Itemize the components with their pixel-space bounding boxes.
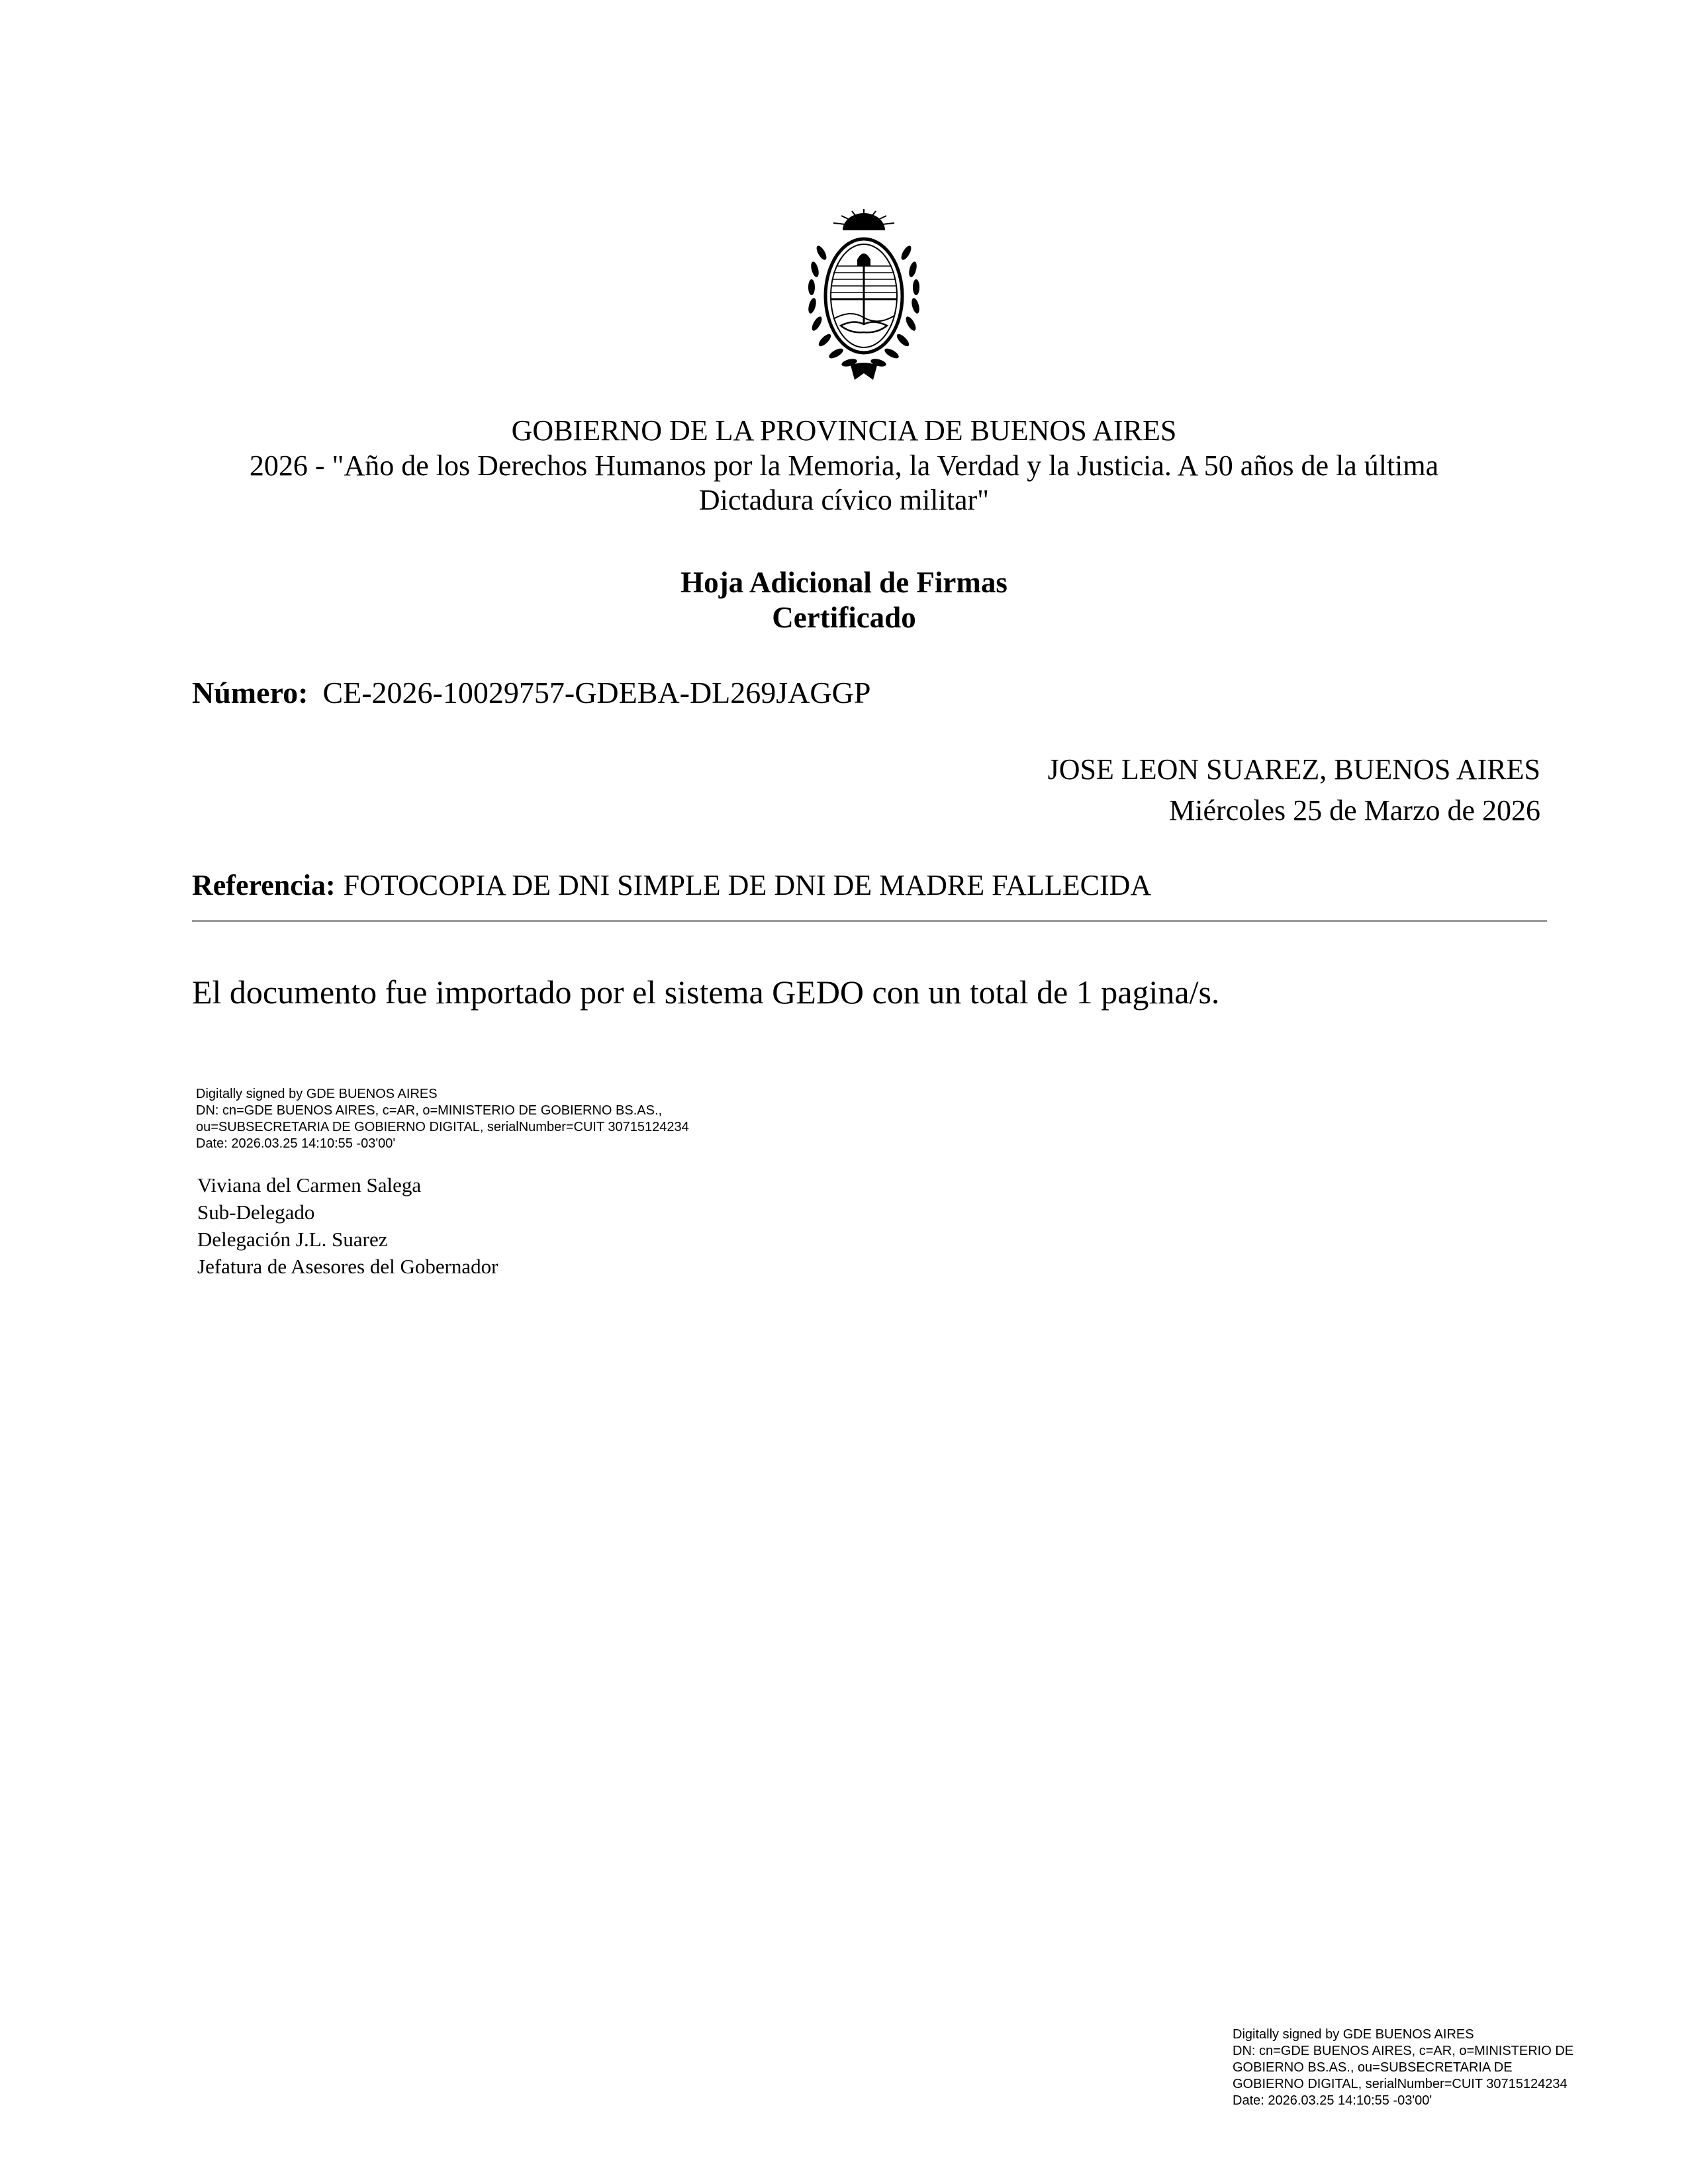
document-place: JOSE LEON SUAREZ, BUENOS AIRES <box>1047 753 1540 786</box>
signer-block <box>197 1171 498 1280</box>
footer-signature-line: DN: cn=GDE BUENOS AIRES, c=AR, o=MINISTERIO DE <box>1233 2044 1574 2058</box>
reference-row <box>192 868 1151 902</box>
signer-department: Jefatura de Asesores del Gobernador <box>197 1255 498 1278</box>
document-title: Hoja Adicional de Firmas <box>680 566 1008 599</box>
document-date: Miércoles 25 de Marzo de 2026 <box>1169 794 1540 827</box>
government-heading: GOBIERNO DE LA PROVINCIA DE BUENOS AIRES <box>511 414 1177 447</box>
import-statement: El documento fue importado por el sistema GEDO con un total de 1 pagina/s. <box>192 974 1220 1011</box>
reference-label: Referencia: <box>192 869 336 901</box>
footer-signature-line: GOBIERNO DIGITAL, serialNumber=CUIT 30715124234 <box>1233 2077 1568 2091</box>
coat-of-arms-icon <box>804 206 923 385</box>
signer-office: Delegación J.L. Suarez <box>197 1228 388 1251</box>
reference-value: FOTOCOPIA DE DNI SIMPLE DE DNI DE MADRE FALLECIDA <box>343 869 1152 901</box>
divider <box>192 920 1547 922</box>
signature-line: Digitally signed by GDE BUENOS AIRES <box>196 1087 438 1101</box>
footer-signature-stamp <box>1233 2026 1573 2109</box>
footer-signature-line: Digitally signed by GDE BUENOS AIRES <box>1233 2027 1474 2042</box>
document-number-value: CE-2026-10029757-GDEBA-DL269JAGGP <box>322 676 871 709</box>
footer-signature-line: GOBIERNO BS.AS., ou=SUBSECRETARIA DE <box>1233 2060 1513 2075</box>
motto-line-2: Dictadura cívico militar" <box>698 484 990 516</box>
footer-signature-line: Date: 2026.03.25 14:10:55 -03'00' <box>1233 2093 1432 2108</box>
document-number-row <box>192 675 870 710</box>
signature-line: DN: cn=GDE BUENOS AIRES, c=AR, o=MINISTERIO DE GOBIERNO BS.AS., <box>196 1103 663 1118</box>
motto-line-1: 2026 - "Año de los Derechos Humanos por la Memoria, la Verdad y la Justicia. A 50 años de la última <box>249 449 1439 482</box>
signer-role: Sub-Delegado <box>197 1201 315 1224</box>
document-number-label: Número: <box>192 676 308 709</box>
signature-line: ou=SUBSECRETARIA DE GOBIERNO DIGITAL, serialNumber=CUIT 30715124234 <box>196 1120 689 1134</box>
signature-line: Date: 2026.03.25 14:10:55 -03'00' <box>196 1136 396 1151</box>
signer-name: Viviana del Carmen Salega <box>197 1173 422 1197</box>
digital-signature-stamp <box>196 1086 689 1152</box>
document-subtitle: Certificado <box>772 601 916 634</box>
